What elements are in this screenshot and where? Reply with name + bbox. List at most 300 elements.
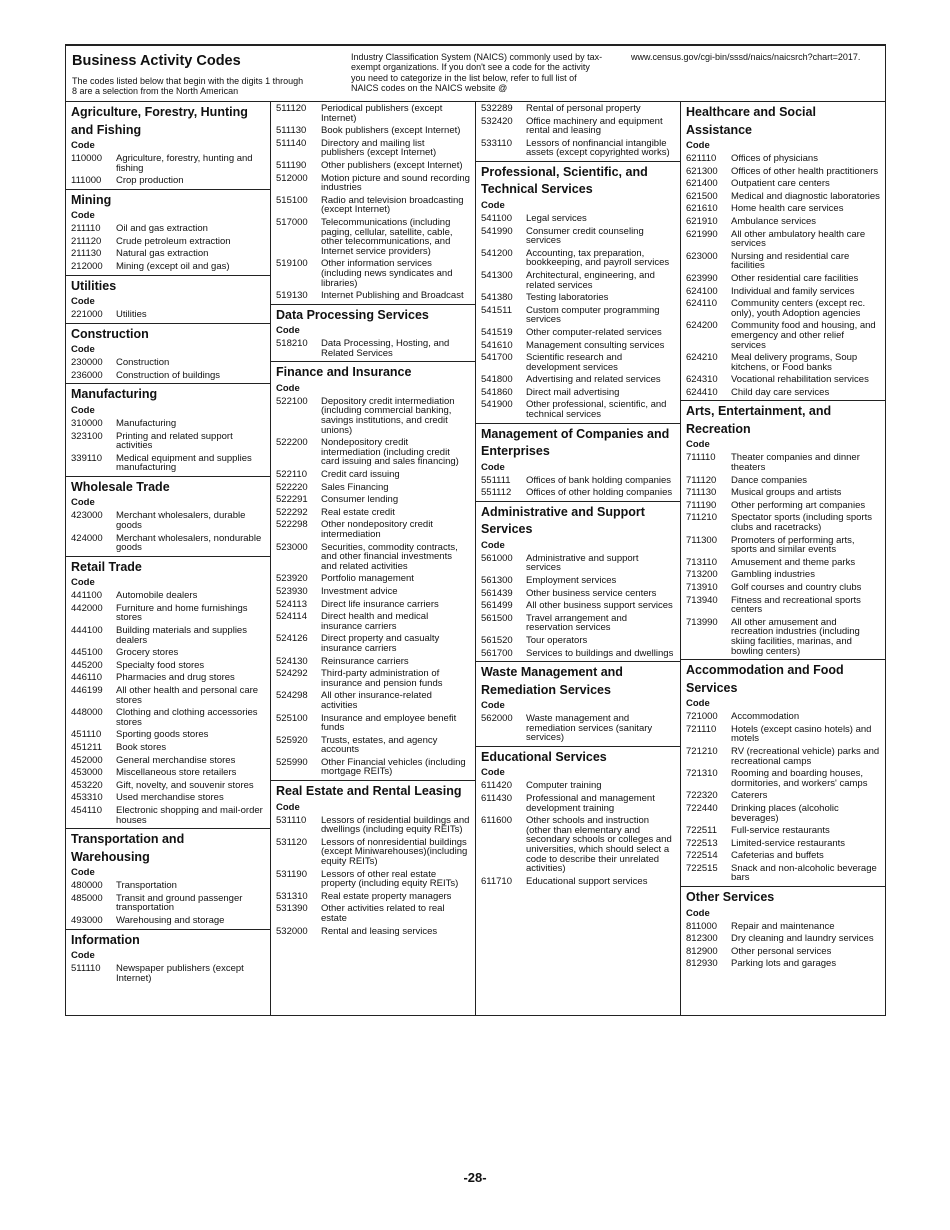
code-column-header: Code: [71, 296, 95, 308]
activity-description: Other Financial vehicles (including mortgage REITs): [321, 756, 466, 778]
activity-description: Nursing and residential care facilities: [731, 250, 850, 272]
naics-code: 323100: [71, 430, 103, 442]
code-row: [66, 706, 270, 728]
naics-code: 519130: [276, 290, 308, 302]
naics-code: 561000: [481, 552, 513, 564]
activity-description: Lessors of residential buildings and dwellings (including equity REITs): [321, 814, 470, 836]
code-row: [271, 395, 475, 436]
activity-description: Rooming and boarding houses, dormitories, and workers' camps: [731, 768, 868, 789]
activity-description: Clothing and clothing accessories stores: [116, 707, 258, 728]
code-row: [271, 610, 475, 632]
activity-description: Direct mail advertising: [526, 386, 620, 398]
code-row: [681, 957, 885, 970]
activity-description: Other personal services: [731, 945, 832, 957]
page-title: Business Activity Codes: [72, 53, 241, 69]
activity-description: Periodical publishers (except Internet): [321, 103, 443, 124]
naics-code: 713990: [686, 616, 718, 628]
section-divider: [271, 780, 475, 781]
code-row: [271, 814, 475, 836]
naics-code: 541300: [481, 269, 513, 281]
code-row: [476, 247, 680, 269]
code-row: [271, 902, 475, 924]
code-row: [271, 518, 475, 540]
code-row: [271, 689, 475, 711]
activity-description: All other business support services: [526, 600, 673, 612]
code-column-header: Code: [276, 382, 300, 394]
code-row: [66, 892, 270, 914]
code-row: [271, 102, 475, 124]
section-divider: [681, 400, 885, 401]
activity-description: Hotels (except casino hotels) and motels: [731, 723, 872, 745]
activity-description: Consumer lending: [321, 494, 399, 506]
section-divider: [271, 361, 475, 362]
code-column-header: Code: [71, 344, 95, 356]
naics-code: 221000: [71, 309, 103, 321]
naics-code: 211120: [71, 235, 102, 247]
activity-description: Real estate credit: [321, 506, 395, 518]
activity-description: Pharmacies and drug stores: [116, 672, 235, 684]
activity-description: Full-service restaurants: [731, 825, 830, 837]
code-row: [66, 659, 270, 672]
naics-code: 512000: [276, 172, 308, 184]
code-row: [271, 598, 475, 611]
section-heading: Wholesale Trade: [71, 479, 170, 494]
naics-code: 452000: [71, 754, 103, 766]
activity-description: Fitness and recreational sports centers: [731, 594, 861, 616]
naics-code: 446199: [71, 685, 103, 697]
naics-code: 442000: [71, 602, 103, 614]
naics-code: 236000: [71, 369, 103, 381]
activity-description: Other schools and instruction (other than elementary and secondary schools or colleges and universities, which should select a code to describe their unrelated activities): [526, 815, 672, 875]
activity-description: Natural gas extraction: [116, 248, 209, 260]
activity-description: Community centers (except rec. only), youth Adoption agencies: [731, 298, 866, 319]
naics-code: 454110: [71, 804, 102, 816]
code-row: [476, 269, 680, 291]
naics-code: 713910: [686, 582, 718, 593]
naics-code: 722320: [686, 790, 718, 802]
code-row: [681, 616, 885, 657]
activity-description: Other residential care facilities: [731, 272, 859, 284]
code-row: [681, 556, 885, 569]
naics-code: 524130: [276, 655, 308, 667]
naics-code: 722515: [686, 862, 718, 874]
code-row: [476, 552, 680, 574]
naics-code: 561520: [481, 635, 513, 646]
code-row: [66, 509, 270, 531]
activity-description: Agriculture, forestry, hunting and fishing: [116, 153, 253, 174]
naics-code: 624100: [686, 285, 718, 297]
code-row: [66, 308, 270, 321]
section-heading: Administrative and Support Services: [481, 504, 645, 537]
code-row: [476, 291, 680, 304]
activity-description: Book publishers (except Internet): [321, 125, 461, 137]
section-divider: [66, 323, 270, 324]
code-column-header: Code: [71, 404, 95, 416]
activity-description: Securities, commodity contracts, and other financial investments and related activities: [321, 541, 458, 572]
code-row: [66, 646, 270, 659]
code-row: [271, 436, 475, 468]
section-heading: Educational Services: [481, 749, 607, 764]
activity-description: Architectural, engineering, and related services: [526, 269, 655, 291]
activity-description: Depository credit intermediation (including commercial banking, savings institutions, and credit unions): [321, 395, 455, 436]
code-row: [476, 225, 680, 247]
activity-description: Manufacturing: [116, 417, 177, 429]
code-column-1: [66, 102, 271, 1016]
code-column-header: Code: [481, 461, 505, 473]
activity-description: Lessors of other real estate property (including equity REITs): [321, 868, 459, 890]
naics-code: 515100: [276, 194, 308, 206]
code-column-header: Code: [686, 907, 710, 919]
naics-code: 522220: [276, 481, 308, 493]
naics-code: 713940: [686, 594, 718, 606]
naics-code: 561300: [481, 575, 513, 587]
naics-code: 722440: [686, 802, 718, 814]
section-heading: Finance and Insurance: [276, 365, 412, 380]
naics-code: 522291: [276, 494, 308, 506]
code-row: [681, 474, 885, 487]
naics-code: 711110: [686, 452, 716, 464]
code-row: [476, 587, 680, 600]
code-row: [66, 766, 270, 779]
activity-description: Construction: [116, 357, 170, 369]
activity-description: Merchant wholesalers, durable goods: [116, 510, 246, 531]
activity-description: Administrative and support services: [526, 552, 639, 574]
activity-description: Third-party administration of insurance and pension funds: [321, 668, 443, 689]
activity-description: Rental and leasing services: [321, 925, 438, 937]
naics-code: 713200: [686, 569, 718, 581]
naics-code: 212000: [71, 261, 103, 273]
activity-description: RV (recreational vehicle) parks and recreational camps: [731, 745, 880, 767]
code-row: [271, 493, 475, 506]
naics-code: 623000: [686, 250, 718, 262]
activity-description: All other health and personal care stores: [116, 685, 259, 706]
naics-code: 621990: [686, 228, 718, 240]
naics-code: 493000: [71, 914, 103, 926]
naics-code: 541200: [481, 247, 513, 259]
activity-description: Electronic shopping and mail-order houses: [116, 804, 263, 826]
activity-description: Amusement and theme parks: [731, 556, 856, 568]
activity-description: Rental of personal property: [526, 103, 641, 114]
code-row: [681, 272, 885, 285]
naics-code: 511140: [276, 137, 307, 149]
activity-description: Professional and management development training: [526, 793, 655, 814]
activity-description: Miscellaneous store retailers: [116, 767, 237, 779]
section-divider: [66, 383, 270, 384]
activity-description: Telecommunications (including paging, cellular, satellite, cable, other telecommunications, and Internet service providers): [321, 216, 453, 257]
activity-description: Automobile dealers: [116, 590, 198, 602]
naics-code: 445100: [71, 647, 103, 659]
code-row: [271, 890, 475, 903]
code-row: [476, 486, 680, 499]
code-row: [271, 172, 475, 194]
naics-code: 611710: [481, 875, 512, 887]
activity-description: All other insurance-related activities: [321, 690, 432, 711]
activity-description: Gift, novelty, and souvenir stores: [116, 779, 254, 791]
code-row: [66, 152, 270, 174]
naics-code: 541990: [481, 225, 513, 237]
code-row: [66, 589, 270, 602]
code-row: [271, 572, 475, 585]
code-row: [271, 868, 475, 890]
code-row: [681, 319, 885, 351]
naics-code: 453310: [71, 792, 103, 804]
code-row: [476, 351, 680, 373]
code-row: [476, 212, 680, 225]
code-row: [66, 962, 270, 984]
code-row: [271, 194, 475, 216]
code-row: [681, 285, 885, 298]
code-row: [66, 602, 270, 624]
code-row: [476, 373, 680, 386]
code-row: [66, 247, 270, 260]
code-row: [66, 356, 270, 369]
code-row: [681, 920, 885, 933]
code-row: [271, 712, 475, 734]
naics-code: 525990: [276, 756, 308, 768]
naics-code: 722514: [686, 850, 718, 862]
code-row: [476, 779, 680, 792]
code-row: [681, 165, 885, 178]
naics-code: 524126: [276, 633, 308, 645]
activity-description: Motion picture and sound recording industries: [321, 172, 470, 194]
naics-code: 453220: [71, 779, 103, 791]
naics-code: 446110: [71, 672, 102, 684]
activity-description: Other performing art companies: [731, 499, 866, 511]
naics-code: 532000: [276, 925, 308, 937]
activity-description: Offices of physicians: [731, 153, 818, 164]
activity-description: Home health care services: [731, 203, 844, 215]
naics-code: 451110: [71, 729, 102, 741]
activity-description: Accounting, tax preparation, bookkeeping, and payroll services: [526, 247, 670, 269]
code-row: [681, 215, 885, 228]
activity-description: Specialty food stores: [116, 659, 205, 671]
activity-description: Lessors of nonfinancial intangible assets (except copyrighted works): [526, 137, 670, 159]
code-row: [476, 474, 680, 487]
code-row: [271, 925, 475, 938]
code-column-header: Code: [686, 698, 710, 710]
naics-code: 621910: [686, 215, 718, 227]
section-divider: [66, 556, 270, 557]
section-divider: [66, 929, 270, 930]
naics-code: 722513: [686, 837, 718, 849]
activity-description: Offices of other holding companies: [526, 487, 673, 499]
naics-code: 525920: [276, 734, 308, 746]
activity-description: All other ambulatory health care services: [731, 228, 866, 250]
naics-code: 230000: [71, 357, 103, 369]
naics-code: 621500: [686, 190, 718, 202]
activity-description: Employment services: [526, 575, 617, 587]
activity-description: Construction of buildings: [116, 369, 221, 381]
naics-code: 517000: [276, 216, 308, 228]
activity-description: Scientific research and development services: [526, 352, 623, 373]
code-row: [66, 914, 270, 927]
activity-description: Medical and diagnostic laboratories: [731, 190, 880, 202]
code-row: [681, 486, 885, 499]
section-heading: Accommodation and Food Services: [686, 663, 844, 695]
code-row: [66, 684, 270, 706]
section-heading: Waste Management and Remediation Services: [481, 665, 623, 697]
activity-description: Sales Financing: [321, 481, 389, 493]
code-row: [66, 369, 270, 382]
naics-code: 541610: [481, 339, 513, 351]
activity-description: Cafeterias and buffets: [731, 850, 824, 862]
code-row: [66, 222, 270, 235]
naics-code: 561500: [481, 612, 513, 624]
naics-code: 511110: [71, 963, 101, 975]
naics-code: 721110: [686, 723, 717, 735]
naics-code: 624410: [686, 386, 718, 398]
activity-description: Educational support services: [526, 875, 648, 887]
code-row: [271, 159, 475, 172]
section-heading: Management of Companies and Enterprises: [481, 426, 670, 459]
activity-description: Repair and maintenance: [731, 920, 835, 932]
activity-description: Radio and television broadcasting (except Internet): [321, 194, 464, 216]
naics-code: 424000: [71, 532, 103, 544]
activity-description: Individual and family services: [731, 285, 855, 297]
code-row: [681, 152, 885, 165]
activity-description: Direct property and casualty insurance carriers: [321, 633, 440, 654]
naics-url-link[interactable]: www.census.gov/cgi-bin/sssd/naics/naicsrch?chart=2017.: [631, 52, 861, 62]
code-column-header: Code: [481, 767, 505, 779]
activity-description: Offices of bank holding companies: [526, 474, 672, 486]
code-row: [681, 373, 885, 386]
section-heading: Retail Trade: [71, 559, 142, 574]
code-row: [66, 174, 270, 187]
activity-description: Transportation: [116, 880, 177, 892]
code-row: [271, 289, 475, 302]
section-heading: Healthcare and Social Assistance: [686, 105, 816, 137]
activity-description: Vocational rehabilitation services: [731, 374, 869, 386]
code-row: [66, 532, 270, 554]
naics-code: 522292: [276, 506, 308, 518]
code-row: [66, 879, 270, 892]
code-row: [476, 612, 680, 634]
activity-description: Computer training: [526, 780, 602, 792]
code-row: [681, 723, 885, 745]
activity-description: Outpatient care centers: [731, 178, 830, 190]
naics-code: 551111: [481, 474, 511, 486]
code-row: [476, 398, 680, 420]
section-heading: Real Estate and Rental Leasing: [276, 784, 462, 799]
activity-description: Musical groups and artists: [731, 487, 842, 499]
activity-description: Crude petroleum extraction: [116, 235, 231, 247]
code-row: [66, 754, 270, 767]
naics-code: 561439: [481, 587, 513, 599]
activity-description: Credit card issuing: [321, 469, 400, 481]
naics-code: 532420: [481, 115, 513, 127]
activity-description: Waste management and remediation services (sanitary services): [526, 713, 653, 744]
code-row: [476, 574, 680, 587]
activity-description: Printing and related support activities: [116, 430, 233, 452]
code-row: [681, 581, 885, 594]
code-row: [476, 712, 680, 744]
activity-description: Nondepository credit intermediation (including credit card issuing and sales financing): [321, 437, 459, 468]
section-divider: [66, 275, 270, 276]
section-divider: [66, 476, 270, 477]
activity-description: Grocery stores: [116, 647, 179, 659]
activity-description: Other business service centers: [526, 587, 657, 599]
code-row: [476, 304, 680, 326]
document-page: [65, 44, 886, 1016]
activity-description: Sporting goods stores: [116, 729, 209, 741]
activity-description: Building materials and supplies dealers: [116, 625, 247, 646]
code-row: [271, 541, 475, 573]
naics-code: 211110: [71, 223, 101, 235]
intro-text-left: The codes listed below that begin with the digits 1 through 8 are a selection from the North American: [72, 76, 304, 97]
code-column-header: Code: [71, 140, 95, 151]
naics-code: 523000: [276, 541, 308, 553]
code-row: [271, 337, 475, 359]
activity-description: Used merchandise stores: [116, 792, 224, 804]
code-row: [271, 632, 475, 654]
naics-code: 485000: [71, 892, 103, 904]
activity-description: Investment advice: [321, 585, 398, 597]
activity-description: Snack and non-alcoholic beverage bars: [731, 862, 877, 884]
naics-code: 551112: [481, 487, 512, 499]
code-row: [681, 250, 885, 272]
naics-code: 721000: [686, 711, 718, 723]
naics-code: 812300: [686, 933, 718, 945]
naics-code: 541900: [481, 399, 513, 411]
activity-description: Lessors of nonresidential buildings (except Miniwarehouses)(including equity REITs): [321, 836, 468, 867]
code-row: [681, 849, 885, 862]
naics-code: 541100: [481, 212, 512, 224]
activity-description: Custom computer programming services: [526, 304, 660, 326]
code-row: [681, 228, 885, 250]
code-row: [271, 468, 475, 481]
activity-description: Warehousing and storage: [116, 914, 225, 926]
activity-description: Real estate property managers: [321, 890, 452, 902]
section-heading: Professional, Scientific, and Technical Services: [481, 164, 648, 197]
section-heading: Utilities: [71, 278, 117, 293]
activity-description: Drinking places (alcoholic beverages): [731, 802, 839, 824]
section-heading: Other Services: [686, 890, 775, 905]
naics-code: 511120: [276, 103, 307, 114]
code-row: [66, 430, 270, 452]
naics-code: 541700: [481, 352, 513, 364]
code-row: [476, 634, 680, 647]
naics-code: 624210: [686, 352, 718, 364]
page-number: -28-: [463, 1170, 487, 1185]
activity-description: Services to buildings and dwellings: [526, 647, 674, 659]
activity-description: Trusts, estates, and agency accounts: [321, 734, 438, 756]
activity-description: Testing laboratories: [526, 292, 609, 304]
naics-code: 441100: [71, 590, 102, 602]
code-row: [271, 137, 475, 159]
code-row: [681, 190, 885, 203]
section-divider: [681, 886, 885, 887]
code-row: [271, 506, 475, 519]
naics-code: 541380: [481, 292, 513, 304]
section-divider: [66, 189, 270, 190]
activity-description: Limited-service restaurants: [731, 837, 846, 849]
activity-description: All other amusement and recreation industries (including skiing facilities, marinas, and bowling centers): [731, 616, 860, 657]
activity-description: Travel arrangement and reservation services: [526, 612, 628, 634]
code-column-header: Code: [481, 700, 505, 712]
code-column-header: Code: [481, 539, 505, 551]
naics-code: 522110: [276, 469, 307, 481]
section-divider: [681, 659, 885, 660]
code-row: [66, 779, 270, 792]
activity-description: Newspaper publishers (except Internet): [116, 963, 244, 984]
code-row: [681, 202, 885, 215]
activity-description: Internet Publishing and Broadcast: [321, 290, 464, 302]
code-row: [681, 568, 885, 581]
code-row: [681, 499, 885, 512]
code-row: [271, 481, 475, 494]
naics-code: 541511: [481, 304, 512, 316]
code-row: [66, 791, 270, 804]
